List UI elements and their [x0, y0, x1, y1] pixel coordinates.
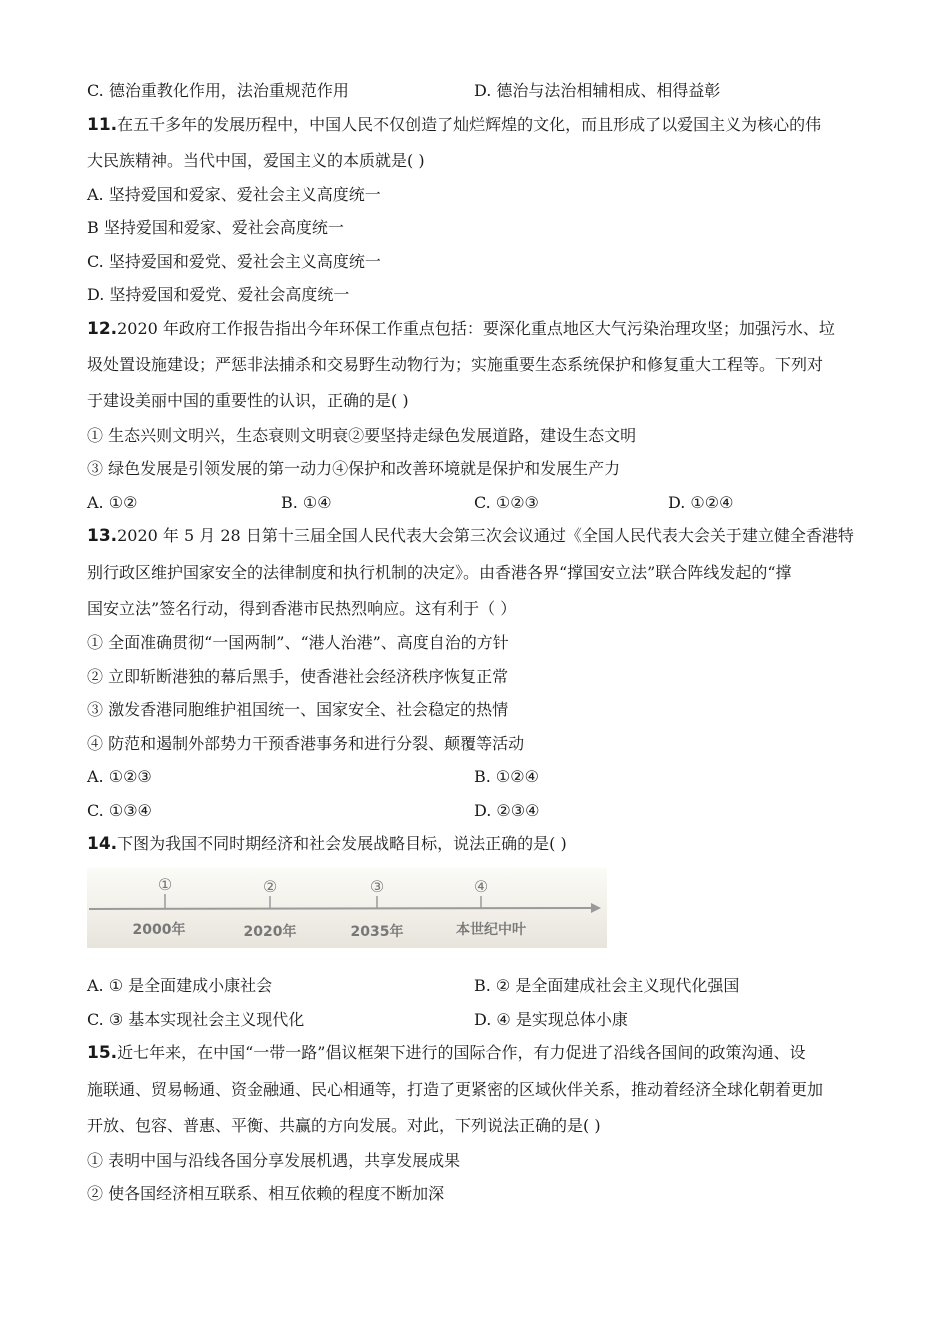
- timeline-label-2035: 2035年: [350, 924, 404, 940]
- q13-option-d: D. ②③④: [474, 801, 540, 820]
- q12-option-c: C. ①②③: [474, 493, 539, 512]
- q13-statement-2: ② 立即斩断港独的幕后黑手，使香港社会经济秩序恢复正常: [87, 667, 509, 686]
- q15-statement-2: ② 使各国经济相互联系、相互依赖的程度不断加深: [87, 1184, 445, 1203]
- q15-stem-line1: [87, 1042, 806, 1064]
- q13-statement-4: ④ 防范和遏制外部势力干预香港事务和进行分裂、颠覆等活动: [87, 734, 525, 753]
- q12-option-b: B. ①④: [281, 493, 332, 512]
- q12-number: 12.: [87, 319, 118, 339]
- q13-option-b: B. ①②④: [474, 767, 539, 786]
- q14-stem-text: 下图为我国不同时期经济和社会发展战略目标，说法正确的是( ): [117, 834, 567, 853]
- strategy-timeline-figure: [87, 868, 607, 948]
- q11-stem-text: 在五千多年的发展历程中，中国人民不仅创造了灿烂辉煌的文化，而且形成了以爱国主义为核心的伟: [117, 115, 822, 134]
- timeline-axis: [89, 908, 592, 909]
- q11-option-a: A. 坚持爱国和爱家、爱社会主义高度统一: [87, 185, 381, 204]
- timeline-arrowhead: [591, 903, 601, 913]
- q13-stem-line1: [87, 525, 854, 547]
- q13-option-a: A. ①②③: [87, 767, 152, 786]
- q12-statement-1: ① 生态兴则文明兴，生态衰则文明衰②要坚持走绿色发展道路，建设生态文明: [87, 426, 637, 445]
- q13-stem-line2: 别行政区维护国家安全的法律制度和执行机制的决定》。由香港各界“撑国安立法”联合阵线发起的“撑: [87, 563, 792, 582]
- q15-stem-line2: 施联通、贸易畅通、资金融通、民心相通等，打造了更紧密的区域伙伴关系，推动着经济全球化朝着更加: [87, 1080, 824, 1099]
- timeline-mark-2: ②: [262, 877, 278, 896]
- timeline-mark-3: ③: [369, 877, 385, 896]
- timeline-mark-1: ①: [157, 875, 173, 894]
- timeline-label-2020: 2020年: [243, 924, 297, 940]
- q12-stem-text: 2020 年政府工作报告指出今年环保工作重点包括：要深化重点地区大气污染治理攻坚；加强污水、垃: [117, 319, 835, 338]
- q13-statement-3: ③ 激发香港同胞维护祖国统一、国家安全、社会稳定的热情: [87, 700, 509, 719]
- q11-number: 11.: [87, 115, 118, 135]
- q13-option-c: C. ①③④: [87, 801, 152, 820]
- q12-statement-2: ③ 绿色发展是引领发展的第一动力④保护和改善环境就是保护和发展生产力: [87, 459, 621, 478]
- q15-statement-1: ① 表明中国与沿线各国分享发展机遇，共享发展成果: [87, 1151, 461, 1170]
- q14-option-b: B. ② 是全面建成社会主义现代化强国: [474, 976, 740, 995]
- q14-number: 14.: [87, 834, 118, 854]
- q14-option-d: D. ④ 是实现总体小康: [474, 1010, 628, 1029]
- q14-option-a: A. ① 是全面建成小康社会: [87, 976, 273, 995]
- q12-option-a: A. ①②: [87, 493, 138, 512]
- q10-option-c: C. 德治重教化作用，法治重规范作用: [87, 81, 349, 100]
- q11-stem-line2: 大民族精神。当代中国，爱国主义的本质就是( ): [87, 151, 425, 170]
- q12-option-d: D. ①②④: [668, 493, 734, 512]
- q15-stem-line3: 开放、包容、普惠、平衡、共赢的方向发展。对此，下列说法正确的是( ): [87, 1116, 601, 1135]
- q14-stem: [87, 833, 567, 855]
- timeline-svg: [87, 868, 607, 948]
- q15-number: 15.: [87, 1043, 118, 1063]
- q11-option-d: D. 坚持爱国和爱党、爱社会高度统一: [87, 285, 350, 304]
- q13-number: 13.: [87, 526, 118, 546]
- timeline-mark-4: ④: [473, 877, 489, 896]
- q10-option-d: D. 德治与法治相辅相成、相得益彰: [474, 81, 721, 100]
- q12-stem-line1: [87, 318, 835, 340]
- q11-option-c: C. 坚持爱国和爱党、爱社会主义高度统一: [87, 252, 381, 271]
- q14-option-c: C. ③ 基本实现社会主义现代化: [87, 1010, 305, 1029]
- q13-stem-line3: 国安立法”签名行动，得到香港市民热烈响应。这有利于（ ）: [87, 599, 517, 618]
- q12-stem-line2: 圾处置设施建设；严惩非法捕杀和交易野生动物行为；实施重要生态系统保护和修复重大工程等。下列对: [87, 355, 824, 374]
- q15-stem-text: 近七年来，在中国“一带一路”倡议框架下进行的国际合作，有力促进了沿线各国间的政策沟通、设: [117, 1043, 806, 1062]
- timeline-label-mid-century: 本世纪中叶: [456, 922, 526, 938]
- q13-stem-text: 2020 年 5 月 28 日第十三届全国人民代表大会第三次会议通过《全国人民代表大会关于建立健全香港特: [117, 526, 854, 545]
- q12-stem-line3: 于建设美丽中国的重要性的认识，正确的是( ): [87, 391, 409, 410]
- q13-statement-1: ① 全面准确贯彻“一国两制”、“港人治港”、高度自治的方针: [87, 633, 509, 652]
- timeline-label-2000: 2000年: [132, 922, 186, 938]
- q11-option-b: B 坚持爱国和爱家、爱社会高度统一: [87, 218, 344, 237]
- q11-stem-line1: [87, 114, 821, 136]
